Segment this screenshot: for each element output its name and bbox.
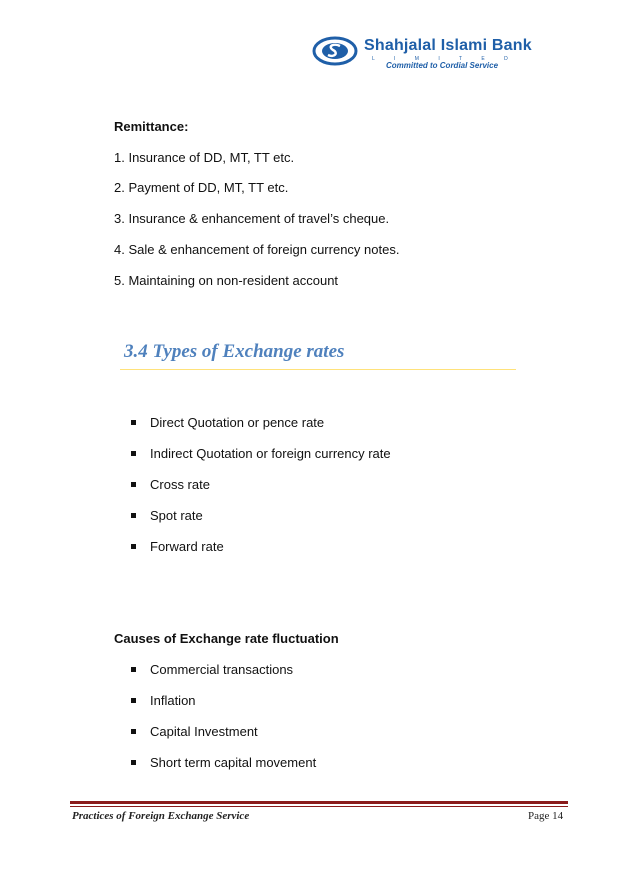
bullet-icon bbox=[131, 513, 136, 518]
bullet-icon bbox=[131, 544, 136, 549]
list-item: Commercial transactions bbox=[150, 662, 294, 677]
bullet-icon bbox=[131, 451, 136, 456]
bank-name: Shahjalal Islami Bank bbox=[364, 37, 532, 54]
footer-rule bbox=[70, 801, 568, 804]
remittance-item: 4. Sale & enhancement of foreign currency notes. bbox=[114, 242, 400, 257]
remittance-item: 5. Maintaining on non-resident account bbox=[114, 273, 339, 288]
bullet-icon bbox=[131, 667, 136, 672]
list-item: Direct Quotation or pence rate bbox=[150, 415, 325, 430]
list-item: Cross rate bbox=[150, 477, 210, 492]
page-number: Page 14 bbox=[528, 810, 564, 822]
bullet-icon bbox=[131, 482, 136, 487]
bullet-icon bbox=[131, 760, 136, 765]
remittance-item: 3. Insurance & enhancement of travel’s cheque. bbox=[114, 211, 390, 226]
bank-tagline: Committed to Cordial Service bbox=[386, 61, 499, 70]
footer-rule-thin bbox=[70, 806, 568, 807]
remittance-item: 2. Payment of DD, MT, TT etc. bbox=[114, 180, 289, 195]
bullet-icon bbox=[131, 420, 136, 425]
bank-logo bbox=[312, 32, 562, 72]
list-item: Capital Investment bbox=[150, 724, 258, 739]
bank-suffix: L I M I T E D bbox=[372, 56, 517, 62]
remittance-heading: Remittance: bbox=[114, 119, 189, 134]
footer-title: Practices of Foreign Exchange Service bbox=[72, 810, 250, 822]
remittance-item: 1. Insurance of DD, MT, TT etc. bbox=[114, 150, 295, 165]
bank-logo-icon bbox=[312, 34, 358, 68]
list-item: Spot rate bbox=[150, 508, 203, 523]
section-title: 3.4 Types of Exchange rates bbox=[124, 341, 345, 362]
bullet-icon bbox=[131, 698, 136, 703]
list-item: Forward rate bbox=[150, 539, 224, 554]
section-underline bbox=[120, 369, 516, 370]
bullet-icon bbox=[131, 729, 136, 734]
list-item: Inflation bbox=[150, 693, 196, 708]
causes-heading: Causes of Exchange rate fluctuation bbox=[114, 631, 339, 646]
list-item: Short term capital movement bbox=[150, 755, 317, 770]
list-item: Indirect Quotation or foreign currency rate bbox=[150, 446, 391, 461]
